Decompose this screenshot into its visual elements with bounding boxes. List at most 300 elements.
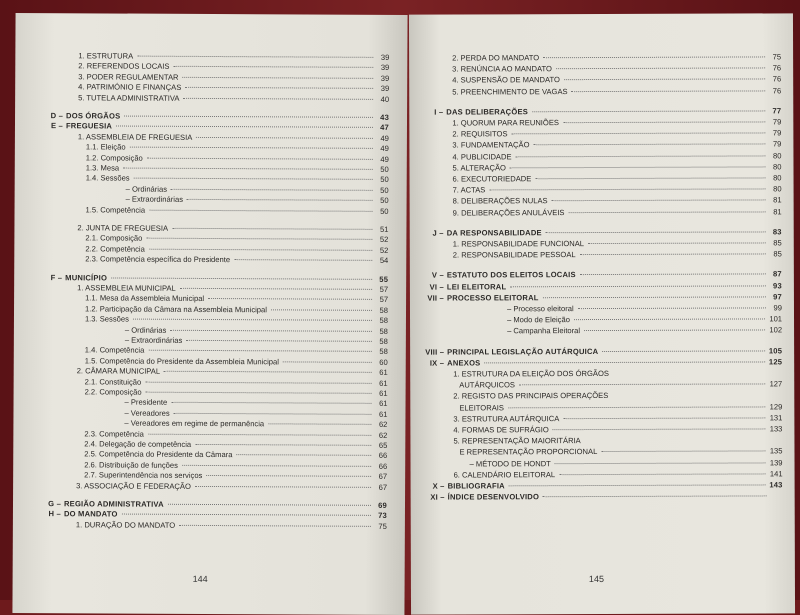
page-ref: 58 (376, 337, 388, 346)
page-ref: 54 (376, 256, 388, 265)
entry-title: 2. JUNTA DE FREGUESIA (77, 223, 168, 232)
entry-title: E REPRESENTAÇÃO PROPORCIONAL (459, 447, 597, 456)
section-label: F – (44, 273, 62, 282)
dot-leader (271, 309, 372, 311)
dot-leader (601, 451, 765, 453)
toc-entry (419, 469, 783, 479)
dot-leader (195, 444, 371, 446)
toc-entry (417, 86, 781, 96)
entry-title: 3. RENÚNCIA AO MANDATO (452, 64, 552, 73)
toc-entry (418, 326, 782, 336)
dot-leader (555, 462, 766, 464)
dot-leader (174, 413, 372, 415)
toc-entry (45, 163, 389, 174)
dot-leader (535, 177, 765, 179)
section-label: V – (418, 271, 444, 280)
entry-title: PRINCIPAL LEGISLAÇÃO AUTÁRQUICA (447, 347, 598, 357)
dot-leader (563, 417, 765, 419)
toc-entry (418, 413, 782, 423)
entry-title: 1.1. Mesa da Assembleia Municipal (85, 294, 204, 304)
dot-leader (171, 189, 373, 191)
page-ref: 83 (770, 227, 782, 236)
page-number: 145 (589, 574, 604, 584)
entry-title: – Processo eleitoral (507, 304, 574, 313)
page-ref: 81 (770, 196, 782, 205)
page-ref: 102 (769, 326, 782, 335)
dot-leader (543, 496, 767, 498)
dot-leader (568, 211, 765, 213)
dot-leader (134, 178, 373, 180)
dot-leader (168, 504, 371, 506)
dot-leader (173, 66, 373, 68)
entry-title: MUNICÍPIO (65, 273, 107, 282)
entry-title: 1.4. Sessões (86, 174, 130, 183)
toc-entry (45, 93, 389, 104)
toc-entry (45, 153, 389, 164)
page-ref: 52 (376, 235, 388, 244)
entry-title: FREGUESIA (66, 122, 112, 131)
entry-title: – Ordinárias (126, 184, 167, 193)
toc-entry (44, 366, 388, 377)
entry-title: 1.3. Mesa (86, 163, 119, 172)
toc-entry (419, 458, 783, 468)
dot-leader (516, 155, 766, 157)
page-ref: 129 (770, 402, 783, 411)
toc-entry (45, 72, 389, 83)
entry-title: 1. ASSEMBLEIA DE FREGUESIA (78, 132, 192, 142)
entry-title: BIBLIOGRAFIA (448, 481, 505, 490)
toc-entry (45, 194, 389, 205)
toc-entry (43, 408, 387, 419)
page-ref: 60 (376, 358, 388, 367)
entry-title: 4. FORMAS DE SUFRÁGIO (453, 425, 548, 434)
toc-entry (45, 184, 389, 195)
toc-entry (419, 480, 783, 490)
page-ref: 57 (376, 285, 388, 294)
dot-leader (124, 116, 373, 118)
entry-title: 1. ESTRUTURA (78, 51, 133, 60)
dot-leader (572, 90, 766, 92)
entry-title: 4. SUSPENSÃO DE MANDATO (452, 76, 560, 85)
entry-title: 2.6. Distribuição de funções (84, 460, 178, 469)
dot-leader (578, 307, 766, 309)
section-label: H – (43, 510, 61, 519)
page-ref: 141 (770, 469, 783, 478)
toc-entry (44, 283, 388, 294)
toc-entry (45, 62, 389, 73)
toc-entry (44, 398, 388, 409)
entry-title: REGIÃO ADMINISTRATIVA (64, 499, 164, 509)
page-ref: 58 (376, 326, 388, 335)
page-ref: 80 (770, 173, 782, 182)
page-ref: 66 (375, 462, 387, 471)
page-ref: 133 (770, 424, 783, 433)
page-ref: 65 (375, 441, 387, 450)
page-ref: 51 (376, 225, 388, 234)
entry-title: 1. DURAÇÃO DO MANDATO (76, 520, 175, 530)
dot-leader (172, 228, 372, 230)
page-ref: 139 (770, 458, 783, 467)
section-label: XI – (419, 493, 445, 502)
dot-leader (180, 288, 372, 290)
page-ref: 50 (377, 206, 389, 215)
page-ref: 77 (769, 106, 781, 115)
dot-leader (484, 361, 764, 363)
page-ref: 131 (770, 413, 783, 422)
dot-leader (130, 147, 373, 149)
dot-leader (148, 433, 371, 435)
entry-title: 2. REFERENDOS LOCAIS (78, 62, 169, 71)
entry-title: 9. DELIBERAÇÕES ANULÁVEIS (453, 208, 565, 217)
entry-title: ANEXOS (447, 358, 480, 367)
toc-entry (44, 294, 388, 305)
page-ref: 87 (770, 270, 782, 279)
entry-title: 2. CÂMARA MUNICIPAL (77, 366, 160, 375)
toc-entry (418, 292, 782, 302)
dot-leader (533, 144, 765, 146)
page-ref: 143 (769, 480, 782, 489)
toc-entry (418, 173, 782, 183)
entry-title: 3. FUNDAMENTAÇÃO (452, 141, 529, 150)
toc-entry (43, 460, 387, 471)
toc-entry (43, 499, 387, 510)
toc-entry (418, 380, 782, 390)
page-ref: 76 (769, 75, 781, 84)
page-ref: 39 (377, 63, 389, 72)
dot-leader (234, 259, 372, 261)
toc-entry (418, 196, 782, 206)
dot-leader (145, 381, 371, 383)
toc-entry (44, 356, 388, 367)
entry-title: 5. REPRESENTAÇÃO MAIORITÁRIA (453, 436, 580, 445)
page-ref: 105 (769, 346, 782, 355)
section-label: IX – (418, 358, 444, 367)
page-ref: 125 (769, 357, 782, 366)
toc-entry (418, 281, 782, 291)
toc-entry (418, 238, 782, 248)
toc-entry (43, 450, 387, 461)
page-ref: 49 (377, 144, 389, 153)
page-ref: 69 (375, 501, 387, 510)
dot-leader (553, 428, 766, 430)
page-ref: 79 (769, 140, 781, 149)
dot-leader (170, 329, 372, 331)
entry-title: – Extraordinárias (125, 336, 182, 345)
entry-title: DOS ÓRGÃOS (66, 111, 120, 120)
page-ref: 61 (376, 378, 388, 387)
toc-entry (43, 418, 387, 429)
dot-leader (122, 514, 371, 516)
dot-leader (574, 319, 765, 321)
toc-entry (418, 346, 782, 356)
dot-leader (510, 285, 766, 287)
page-ref: 39 (377, 84, 389, 93)
page-ref: 55 (376, 274, 388, 283)
page-ref: 81 (770, 207, 782, 216)
entry-title: 5. PREENCHIMENTO DE VAGAS (452, 87, 567, 96)
entry-title: 1.2. Participação da Câmara na Assembleia Municipal (85, 304, 267, 314)
dot-leader (580, 274, 766, 276)
entry-title: 4. PATRIMÓNIO E FINANÇAS (78, 82, 181, 92)
entry-title: DO MANDATO (64, 510, 118, 519)
entry-title: – Vereadores em regime de permanência (124, 419, 264, 429)
entry-title: PROCESSO ELEITORAL (447, 293, 539, 302)
dot-leader (146, 238, 372, 240)
toc-entry (417, 75, 781, 85)
page-ref: 93 (770, 281, 782, 290)
entry-title: 8. DELIBERAÇÕES NULAS (453, 197, 548, 206)
toc-entry (45, 51, 389, 62)
entry-title: – Campanha Eleitoral (507, 326, 580, 335)
toc-entry (418, 436, 782, 446)
dot-leader (196, 137, 373, 139)
dot-leader (195, 486, 371, 488)
page-ref: 49 (377, 134, 389, 143)
entry-title: 2.4. Delegação de competência (84, 439, 191, 449)
page-ref: 58 (376, 316, 388, 325)
page-ref: 79 (769, 117, 781, 126)
dot-leader (580, 254, 766, 256)
toc-entry (44, 325, 388, 336)
dot-leader (208, 298, 372, 300)
entry-title: DA RESPONSABILIDADE (447, 228, 542, 237)
entry-title: 1. ESTRUTURA DA ELEIÇÃO DOS ÓRGÃOS (453, 369, 609, 379)
entry-title: 3. PODER REGULAMENTAR (78, 72, 178, 82)
page-ref: 39 (377, 53, 389, 62)
dot-leader (236, 455, 371, 457)
page-ref: 52 (376, 246, 388, 255)
toc-entry (418, 368, 782, 378)
dot-leader (186, 340, 372, 342)
entry-title: 1. ASSEMBLEIA MUNICIPAL (77, 283, 176, 293)
entry-title: 1.5. Competência do Presidente da Assembleia Municipal (85, 356, 279, 366)
entry-title: 2. PERDA DO MANDATO (452, 53, 539, 62)
entry-title: 1.3. Sessões (85, 315, 129, 324)
page-number: 144 (193, 574, 208, 584)
page-ref: 97 (770, 292, 782, 301)
page-ref: 80 (769, 162, 781, 171)
entry-title: – Modo de Eleição (507, 315, 570, 324)
page-ref: 61 (376, 399, 388, 408)
dot-leader (283, 361, 372, 362)
entry-title: 1.4. Competência (85, 346, 145, 355)
toc-entry (417, 64, 781, 74)
dot-leader (147, 157, 373, 159)
dot-leader (182, 465, 371, 467)
dot-leader (512, 133, 766, 135)
page-ref: 49 (377, 154, 389, 163)
toc-entry (418, 447, 782, 457)
toc-entry (44, 234, 388, 245)
toc-entry (44, 273, 388, 284)
page-ref: 61 (376, 389, 388, 398)
entry-title: 1.2. Composição (86, 153, 143, 162)
right-page (409, 13, 795, 614)
section-label: VII – (418, 293, 444, 302)
toc-entry (418, 402, 782, 412)
dot-leader (187, 199, 373, 201)
entry-title: – Vereadores (124, 408, 169, 417)
entry-title: 3. ESTRUTURA AUTÁRQUICA (453, 414, 559, 423)
toc-entry (418, 303, 782, 313)
page-ref: 62 (375, 420, 387, 429)
dot-leader (519, 384, 766, 386)
toc-entry (417, 129, 781, 139)
dot-leader (183, 77, 374, 79)
toc-entry (44, 346, 388, 357)
dot-leader (556, 68, 765, 70)
toc-entry (44, 223, 388, 234)
entry-title: 4. PUBLICIDADE (452, 152, 511, 161)
page-ref: 62 (375, 430, 387, 439)
page-ref: 58 (376, 347, 388, 356)
page-ref: 40 (377, 94, 389, 103)
dot-leader (111, 277, 372, 279)
section-label: I – (417, 107, 443, 116)
toc-entry (44, 244, 388, 255)
dot-leader (543, 56, 765, 58)
page-ref: 57 (376, 295, 388, 304)
entry-title: 1. RESPONSABILIDADE FUNCIONAL (453, 239, 584, 248)
entry-title: 5. ALTERAÇÃO (452, 163, 505, 172)
page-ref: 127 (770, 380, 783, 389)
section-label: J – (418, 228, 444, 237)
toc-entry (45, 174, 389, 185)
dot-leader (588, 242, 766, 244)
toc-entry (44, 335, 388, 346)
toc-entry (418, 391, 782, 401)
entry-title: 2.1. Composição (85, 234, 142, 243)
dot-leader (563, 121, 765, 123)
page-ref: 50 (377, 175, 389, 184)
entry-title: ESTATUTO DOS ELEITOS LOCAIS (447, 270, 576, 279)
toc-entry (417, 162, 781, 172)
entry-title: AUTÁRQUICOS (459, 380, 515, 389)
page-ref: 135 (770, 447, 783, 456)
dot-leader (559, 473, 766, 475)
entry-title: 1.5. Competência (86, 205, 146, 214)
toc-entry (43, 520, 387, 531)
toc-entry (418, 424, 782, 434)
toc-entry (44, 254, 388, 265)
toc-entry (45, 82, 389, 93)
entry-title: 2.2. Composição (85, 387, 142, 396)
page-ref: 43 (377, 113, 389, 122)
page-ref: 80 (769, 151, 781, 160)
toc-entry (43, 470, 387, 481)
entry-title: 2.5. Competência do Presidente da Câmara (84, 450, 232, 460)
page-ref: 50 (377, 186, 389, 195)
toc-entry (417, 140, 781, 150)
dot-leader (179, 525, 371, 527)
dot-leader (123, 168, 373, 170)
dot-leader (543, 296, 766, 298)
entry-title: 1.1. Eleição (86, 143, 126, 152)
entry-title: 5. TUTELA ADMINISTRATIVA (78, 93, 179, 103)
toc-entry (43, 510, 387, 521)
page-ref: 80 (770, 185, 782, 194)
entry-title: – MÉTODO DE HONDT (470, 459, 551, 468)
section-label: VI – (418, 282, 444, 291)
dot-leader (206, 475, 371, 477)
page-ref: 50 (377, 196, 389, 205)
section-label: VIII – (418, 347, 444, 356)
toc-entry (418, 357, 782, 367)
toc-entry (45, 142, 389, 153)
dot-leader (508, 406, 766, 408)
dot-leader (552, 200, 766, 202)
dot-leader (564, 79, 765, 81)
page-ref: 67 (375, 472, 387, 481)
toc-entry (418, 207, 782, 217)
toc-entry (417, 151, 781, 161)
dot-leader (148, 350, 371, 352)
toc-entry (44, 377, 388, 388)
page-ref: 85 (770, 250, 782, 259)
entry-title: 2. RESPONSABILIDADE PESSOAL (453, 250, 576, 259)
section-label: D – (45, 111, 63, 120)
toc-entry (45, 122, 389, 133)
dot-leader (602, 350, 765, 352)
entry-title: – Extraordinárias (126, 195, 183, 204)
dot-leader (584, 330, 765, 332)
entry-title: 2.7. Superintendência nos serviços (84, 471, 202, 481)
toc-entry (417, 52, 781, 62)
page-ref: 85 (770, 238, 782, 247)
dot-leader (489, 189, 765, 191)
entry-title: DAS DELIBERAÇÕES (446, 107, 528, 116)
dot-leader (149, 209, 372, 211)
page-ref: 67 (375, 482, 387, 491)
toc-entry (44, 387, 388, 398)
dot-leader (510, 166, 766, 168)
entry-title: 2.3. Competência (84, 429, 144, 438)
dot-leader (509, 484, 765, 486)
page-ref: 79 (769, 129, 781, 138)
dot-leader (185, 87, 373, 89)
entry-title: – Ordinárias (125, 325, 166, 334)
toc-entry (418, 250, 782, 260)
dot-leader (183, 97, 373, 99)
page-ref: 101 (769, 315, 782, 324)
page-ref: 75 (375, 522, 387, 531)
toc-entry (43, 481, 387, 492)
page-ref: 73 (375, 511, 387, 520)
entry-title: 6. EXECUTORIEDADE (453, 174, 532, 183)
dot-leader (146, 392, 372, 394)
page-ref: 99 (770, 303, 782, 312)
entry-title: 3. ASSOCIAÇÃO E FEDERAÇÃO (76, 481, 191, 491)
toc-entry (417, 117, 781, 127)
page-ref: 39 (377, 74, 389, 83)
page-ref: 50 (377, 165, 389, 174)
toc-entry (418, 185, 782, 195)
toc-entry (45, 132, 389, 143)
entry-title: 7. ACTAS (453, 186, 486, 195)
dot-leader (546, 231, 766, 233)
left-page (12, 13, 407, 615)
toc-entry (419, 492, 783, 502)
toc-entry (417, 106, 781, 116)
section-label: E – (45, 122, 63, 131)
page-ref: 76 (769, 86, 781, 95)
page-ref: 47 (377, 123, 389, 132)
dot-leader (268, 423, 371, 425)
page-ref: 61 (376, 368, 388, 377)
entry-title: 2.3. Competência específica do Presidente (85, 255, 230, 265)
page-ref: 76 (769, 64, 781, 73)
toc-entry (43, 429, 387, 440)
